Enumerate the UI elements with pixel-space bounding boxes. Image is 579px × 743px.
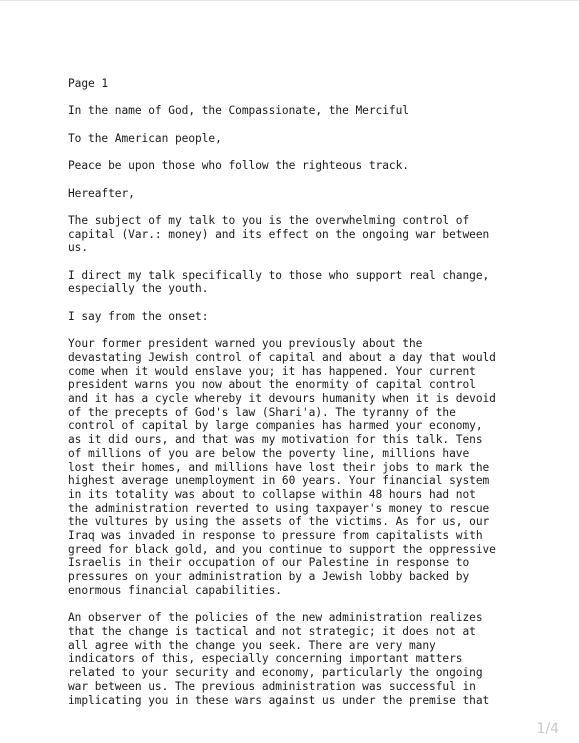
paragraph-capital-control: Your former president warned you previously about the devastating Jewish control of capital and about a day that would come when it would enslave you; it has happened. Your current president warns you now about the enormity of capital control and it has a cycle whereby it devours humanity when it is devoid of the precepts of God's law (Shari'a). The tyranny of the control of capital by large companies has harmed your economy, as it did ours, and that was my motivation for this talk. Tens of millions of you are below the poverty line, millions have lost their homes, and millions have lost their jobs to mark the highest average unemployment in 60 years. Your financial system in its totality was about to collapse within 48 hours had not the administration reverted to using taxpayer's money to rescue the vultures by using the assets of the victims. As for us, our Iraq was invaded in response to pressure from capitalists with greed for black gold, and you continue to support the oppressive Israelis in their occupation of our Palestine in response to pressures on your administration by a Jewish lobby backed by enormous financial capabilities. bbox=[68, 337, 496, 597]
paragraph-subject: The subject of my talk to you is the overwhelming control of capital (Var.: money) and its effect on the ongoing war between us. bbox=[68, 213, 490, 255]
paragraph-salutation: To the American people, bbox=[68, 131, 222, 145]
paragraph-greeting: Peace be upon those who follow the righteous track. bbox=[68, 159, 409, 173]
document-body bbox=[68, 77, 508, 721]
page-label: Page 1 bbox=[68, 77, 109, 90]
paragraph-audience: I direct my talk specifically to those who support real change, especially the youth. bbox=[68, 268, 490, 296]
paragraph-new-administration: An observer of the policies of the new administration realizes that the change is tactical and not strategic; it does not at all agree with the change you seek. There are very many indicators of this, especially concerning important matters related to your security and economy, particularly the ongoing war between us. The previous administration was successful in implicating you in these wars against us under the premise that bbox=[68, 611, 490, 707]
paragraph-hereafter: Hereafter, bbox=[68, 186, 135, 200]
paragraph-invocation: In the name of God, the Compassionate, the Merciful bbox=[68, 104, 409, 118]
paragraph-onset: I say from the onset: bbox=[68, 309, 209, 323]
page-indicator: 1/4 bbox=[536, 721, 559, 737]
